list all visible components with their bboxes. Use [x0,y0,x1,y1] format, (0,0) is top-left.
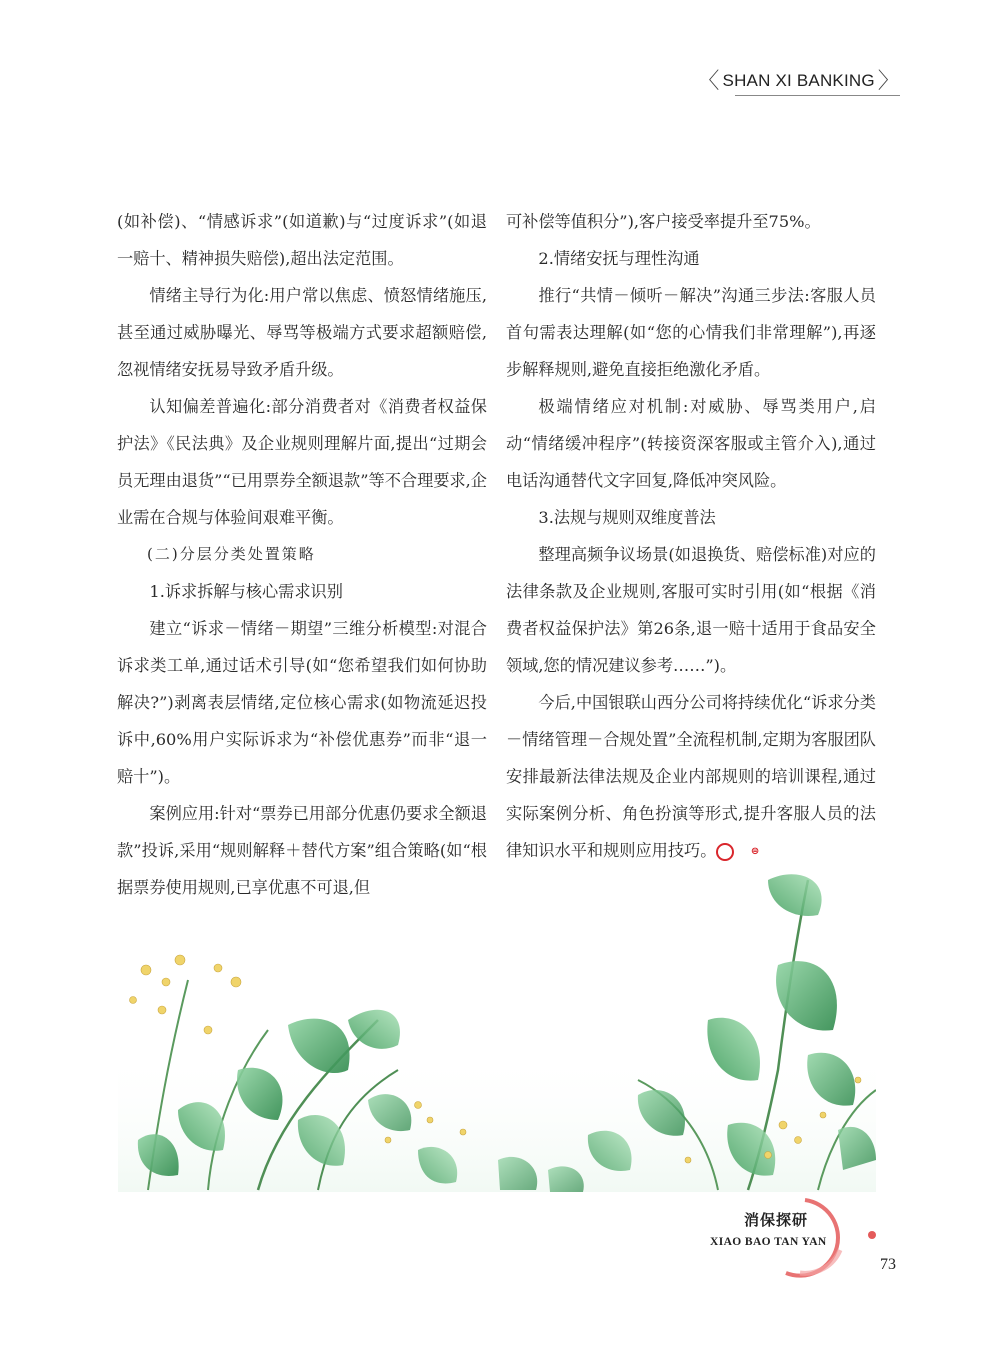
paragraph: 可补偿等值积分”),客户接受率提升至75%。 [506,212,821,231]
paragraph [506,684,876,869]
section-tag-text: SHAN XI BANKING [722,71,875,90]
column-footer [700,1195,900,1285]
column-title: 消保探研 [744,1211,809,1229]
paragraph: 整理高频争议场景(如退换货、赔偿标准)对应的法律条款及企业规则,客服可实时引用(如“根据《消费者权益保护法》第26条,退一赔十适用于食品安全领域,您的情况建议参考……”)。 [506,545,876,675]
paragraph: 推行“共情－倾听－解决”沟通三步法:客服人员首句需表达理解(如“您的心情我们非常理解”),再逐步解释规则,避免直接拒绝激化矛盾。 [506,286,876,379]
subheading: 1.诉求拆解与核心需求识别 [149,582,343,601]
subheading: 3.法规与规则双维度普法 [538,508,716,527]
botanical-illustration [118,870,876,1192]
paragraph: 案例应用:针对“票券已用部分优惠仍要求全额退款”投诉,采用“规则解释＋替代方案”组合策略(如“根据票券使用规则,已享优惠不可退,但 [117,804,487,897]
section-tag [697,68,900,94]
closing-paragraph-text: 今后,中国银联山西分公司将持续优化“诉求分类－情绪管理－合规处置”全流程机制,定期为客服团队安排最新法律法规及企业内部规则的培训课程,通过实际案例分析、角色扮演等形式,提升客服人员的法律知识水平和规则应用技巧。 [506,693,876,860]
paragraph: 认知偏差普遍化:部分消费者对《消费者权益保护法》《民法典》及企业规则理解片面,提出“过期会员无理由退货”“已用票券全额退款”等不合理要求,企业需在合规与体验间艰难平衡。 [117,397,487,527]
right-column [506,203,876,869]
left-bracket-icon: 〈 [697,68,720,93]
right-bracket-icon: 〉 [877,68,900,93]
page-number: 73 [880,1256,896,1273]
paragraph: 极端情绪应对机制:对威胁、辱骂类用户,启动“情绪缓冲程序”(转接资深客服或主管介入),通过电话沟通替代文字回复,降低冲突风险。 [506,397,876,490]
paragraph: (如补偿)、“情感诉求”(如道歉)与“过度诉求”(如退一赔十、精神损失赔偿),超出法定范围。 [117,212,487,268]
column-pinyin: XIAO BAO TAN YAN [710,1236,827,1248]
paragraph: 建立“诉求－情绪－期望”三维分析模型:对混合诉求类工单,通过话术引导(如“您希望我们如何协助解决?”)剥离表层情绪,定位核心需求(如物流延迟投诉中,60%用户实际诉求为“补偿优惠券”而非“退一赔十”)。 [117,619,487,786]
paragraph: 情绪主导行为化:用户常以焦虑、愤怒情绪施压,甚至通过威胁曝光、辱骂等极端方式要求超额赔偿,忽视情绪安抚易导致矛盾升级。 [117,286,487,379]
end-seal-icon: ⊜ [716,843,734,861]
left-column [117,203,487,906]
section-heading: (二)分层分类处置策略 [147,545,316,563]
header-rule [735,95,900,96]
subheading: 2.情绪安抚与理性沟通 [538,249,700,268]
